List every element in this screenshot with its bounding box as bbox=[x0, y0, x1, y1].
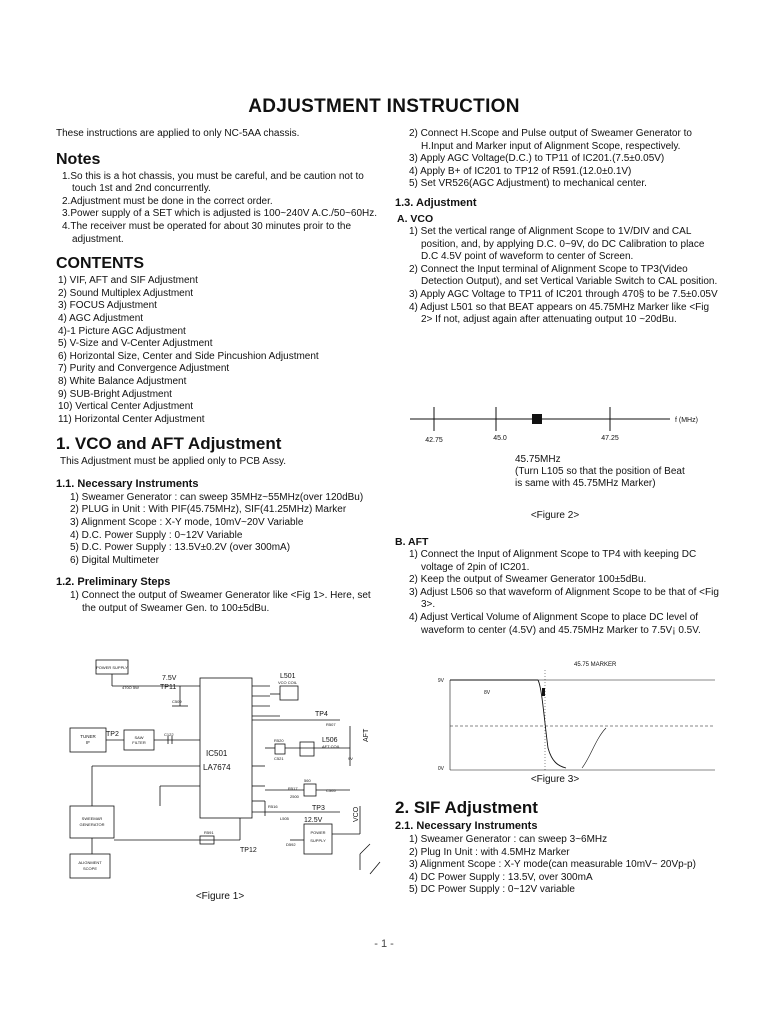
fig1-tp2-label: TP2 bbox=[106, 731, 119, 738]
fig1-r520-label: R520 bbox=[274, 738, 284, 743]
fig1-vco-label: VCO bbox=[353, 806, 360, 822]
fig1-saw-label: SAW bbox=[134, 735, 144, 740]
fig1-power-supply-label: POWER SUPPLY bbox=[96, 665, 128, 670]
contents-item: 3) FOCUS Adjustment bbox=[58, 300, 157, 312]
contents-item: 5) V-Size and V-Center Adjustment bbox=[58, 338, 213, 350]
section2-instrument-item: 5) DC Power Supply : 0~12V variable bbox=[409, 884, 575, 896]
aft-step: 3) Adjust L506 so that waveform of Alignment Scope to be that of <Fig 3>. bbox=[409, 586, 719, 611]
contents-item: 10) Vertical Center Adjustment bbox=[58, 401, 194, 413]
preliminary-heading: 1.2. Preliminary Steps bbox=[56, 576, 171, 589]
vco-steps bbox=[395, 226, 720, 327]
section2-instrument-item: 4) DC Power Supply : 13.5V, over 300mA bbox=[409, 871, 593, 883]
fig1-c521-label: C521 bbox=[274, 756, 284, 761]
fig1-tp11-label: TP11 bbox=[160, 684, 177, 691]
contents-item: 6) Horizontal Size, Center and Side Pincushion Adjustment bbox=[58, 350, 319, 362]
note-item: 1.So this is a hot chassis, you must be careful, and be caution not to touch 1st and 2nd concurrently. bbox=[62, 170, 364, 195]
vco-step: 1) Set the vertical range of Alignment Scope to 1V/DIV and CAL position, and, by applying D.C. 0~9V, do DC Calibration to place D.C 4.5V point of waveform to center of Screen. bbox=[409, 225, 705, 263]
fig3-9v-label: 9V bbox=[437, 678, 444, 684]
vco-step: 4) Adjust L501 so that BEAT appears on 45.75MHz Marker like <Fig 2> If not, adjust again after attenuating output 10 ~20dBu. bbox=[409, 301, 710, 326]
contents-heading: CONTENTS bbox=[56, 255, 144, 273]
figure1-caption: <Figure 1> bbox=[195, 891, 245, 902]
fig1-tp3-label: TP3 bbox=[312, 805, 325, 812]
instrument-item: 6) Digital Multimeter bbox=[70, 554, 159, 566]
fig1-aft-label: AFT bbox=[363, 728, 370, 742]
contents-item: 11) Horizontal Center Adjustment bbox=[58, 413, 205, 425]
fig1-supply-label: SUPPLY bbox=[310, 838, 326, 843]
fig1-la7674-label: LA7674 bbox=[203, 763, 231, 772]
section2-heading: 2. SIF Adjustment bbox=[395, 798, 538, 817]
contents-list bbox=[56, 275, 386, 426]
fig1-tuner-if-label: IF bbox=[86, 740, 90, 745]
notes-heading: Notes bbox=[56, 150, 101, 168]
fig1-scope-label: SCOPE bbox=[82, 866, 98, 871]
section2-instruments-list bbox=[395, 834, 720, 897]
vco-step: 3) Apply AGC Voltage to TP11 of IC201 through 470§ to be 7.5±0.05V bbox=[409, 288, 718, 300]
page-title: ADJUSTMENT INSTRUCTION bbox=[248, 96, 520, 117]
figure2-frequency-axis bbox=[400, 405, 720, 445]
aft-step: 1) Connect the Input of Alignment Scope to TP4 with keeping DC voltage of 2pin of IC201. bbox=[409, 549, 697, 573]
contents-item: 1) VIF, AFT and SIF Adjustment bbox=[58, 275, 198, 287]
vco-step: 2) Connect the Input terminal of Alignment Scope to TP3(Video Detection Output), and set Vertical Variable Switch to CAL position. bbox=[409, 263, 718, 288]
section1-note: This Adjustment must be applied only to PCB Assy. bbox=[60, 456, 287, 468]
note-item: 4.The receiver must be operated for about 30 minutes proir to the adjustment. bbox=[62, 220, 352, 245]
fig2-tick-label: 42.75 bbox=[425, 437, 443, 444]
section2-instruments-heading: 2.1. Necessary Instruments bbox=[395, 820, 538, 832]
fig1-aft-coil-label: AFT COIL bbox=[322, 744, 340, 749]
section2-instrument-item: 1) Sweamer Generator : can sweep 3~6MHz bbox=[409, 834, 608, 845]
contents-item: 2) Sound Multiplex Adjustment bbox=[58, 287, 194, 299]
instruments-heading: 1.1. Necessary Instruments bbox=[56, 477, 199, 490]
fig2-tick-label: 45.0 bbox=[493, 435, 507, 442]
page-number: - 1 - bbox=[374, 938, 394, 950]
aft-heading: B. AFT bbox=[395, 536, 429, 548]
fig1-r517-label: R517 bbox=[288, 786, 298, 791]
fig1-c509-label: C509 bbox=[172, 699, 182, 704]
fig1-7-5v-label: 7.5V bbox=[162, 675, 177, 682]
fig1-vco-coil-label: VCO COIL bbox=[278, 680, 298, 685]
fig1-l505-label: L505 bbox=[280, 816, 289, 821]
preliminary-item: 2) Connect H.Scope and Pulse output of Sweamer Generator to H.Input and Marker input of Alignment Scope, respectively. bbox=[409, 128, 692, 152]
fig1-filter-label: FILTER bbox=[132, 740, 146, 745]
note-item: 2.Adjustment must be done in the correct order. bbox=[62, 195, 273, 207]
fig3-0v-label: 0V bbox=[437, 766, 444, 772]
preliminary-list bbox=[56, 590, 386, 615]
fig1-c122-label: C122 bbox=[164, 732, 174, 737]
fig1-r470-label: 470O 5W bbox=[122, 685, 139, 690]
instrument-item: 3) Alignment Scope : X-Y mode, 10mV~20V Variable bbox=[70, 517, 304, 529]
section2-instrument-item: 3) Alignment Scope : X-Y mode(can measurable 10mV~ 20Vp-p) bbox=[409, 859, 696, 871]
aft-step: 2) Keep the output of Sweamer Generator 100±5dBu. bbox=[409, 574, 647, 586]
fig3-8v-label: 8V bbox=[484, 690, 491, 696]
instruments-list bbox=[56, 492, 386, 568]
note-item: 3.Power supply of a SET which is adjusted is 100~240V A.C./50~60Hz. bbox=[62, 208, 377, 220]
fig2-marker-label: 45.75MHz bbox=[515, 454, 561, 465]
instrument-item: 5) D.C. Power Supply : 13.5V±0.2V (over 300mA) bbox=[70, 542, 291, 554]
section2-instrument-item: 2) Plug In Unit : with 4.5MHz Marker bbox=[409, 846, 570, 858]
fig1-tp12-label: TP12 bbox=[240, 847, 257, 854]
contents-item: 7) Purity and Convergence Adjustment bbox=[58, 363, 230, 375]
fig1-tuner-label: TUNER bbox=[80, 734, 96, 739]
ic501-chip bbox=[200, 678, 252, 818]
instrument-item: 2) PLUG in Unit : With PIF(45.75MHz), SIF(41.25MHz) Marker bbox=[70, 504, 347, 516]
fig1-tp4-label: TP4 bbox=[315, 711, 328, 718]
fig1-r591-label: R591 bbox=[204, 830, 214, 835]
l501-coil bbox=[280, 686, 298, 700]
fig1-generator-label: GENERATOR bbox=[79, 822, 105, 827]
section2 bbox=[395, 790, 720, 897]
right-column bbox=[395, 128, 720, 327]
fig1-r507-label: R507 bbox=[326, 722, 336, 727]
intro-text: These instructions are applied to only NC-5AA chassis. bbox=[56, 128, 300, 139]
vco-heading: A. VCO bbox=[397, 212, 434, 225]
fig2-note-line1: (Turn L105 so that the position of Beat bbox=[515, 466, 685, 477]
adjustment-heading: 1.3. Adjustment bbox=[395, 196, 477, 209]
preliminary-continued-list bbox=[395, 128, 720, 191]
figure2-caption: <Figure 2> bbox=[530, 510, 580, 521]
aft-step: 4) Adjust Vertical Volume of Alignment Scope to place DC level of waveform to center (4.5V) and 45.75MHz Marker to 7.5V¡ 0.5V. bbox=[409, 611, 701, 636]
fig2-tick-label: 47.25 bbox=[601, 435, 619, 442]
fig1-l501-label: L501 bbox=[280, 673, 296, 680]
fig2-axis-unit: f (MHz) bbox=[675, 417, 698, 424]
preliminary-item: 5) Set VR526(AGC Adjustment) to mechanical center. bbox=[409, 178, 647, 190]
preliminary-item: 3) Apply AGC Voltage(D.C.) to TP11 of IC201.(7.5±0.05V) bbox=[409, 153, 665, 165]
figure3-waveform bbox=[430, 658, 720, 776]
fig1-power-label: POWER bbox=[310, 830, 326, 835]
fig1-c505-label: C505 bbox=[326, 788, 336, 793]
fig1-ic501-label: IC501 bbox=[206, 749, 228, 758]
contents-item: 4)-1 Picture AGC Adjustment bbox=[58, 325, 186, 337]
fig2-note-line2: is same with 45.75MHz Marker) bbox=[515, 478, 656, 489]
fig1-l506-label: L506 bbox=[322, 737, 338, 744]
aft-steps bbox=[395, 549, 720, 637]
beat-marker bbox=[532, 414, 542, 424]
contents-item: 9) SUB-Bright Adjustment bbox=[58, 388, 172, 400]
instrument-item: 4) D.C. Power Supply : 0~12V Variable bbox=[70, 529, 243, 541]
fig1-alignment-label: ALIGNMENT bbox=[78, 860, 102, 865]
contents-item: 8) White Balance Adjustment bbox=[58, 375, 187, 387]
contents-item: 4) AGC Adjustment bbox=[58, 312, 144, 324]
section1-heading: 1. VCO and AFT Adjustment bbox=[56, 434, 282, 454]
left-column bbox=[56, 128, 386, 616]
figure1-circuit-diagram bbox=[60, 656, 390, 886]
fig1-9v-label: 9V bbox=[348, 756, 353, 761]
instrument-item: 1) Sweamer Generator : can sweep 35MHz~55MHz(over 120dBu) bbox=[70, 491, 364, 503]
fig3-marker bbox=[542, 688, 545, 696]
fig1-sweamar-label: SWEEMAR bbox=[81, 816, 103, 821]
fig1-d592-label: D592 bbox=[286, 842, 296, 847]
fig1-560-label: 560 bbox=[304, 778, 311, 783]
aft-section bbox=[395, 533, 720, 637]
fig1-2500-label: 2500 bbox=[290, 794, 299, 799]
figure3-caption: <Figure 3> bbox=[530, 774, 580, 785]
fig3-marker-label: 45.75 MARKER bbox=[574, 662, 617, 668]
fig1-r516-label: R516 bbox=[268, 804, 278, 809]
preliminary-item: 1) Connect the output of Sweamer Generator like <Fig 1>. Here, set the output of Sweamer Gen. to 100±5dBu. bbox=[70, 590, 371, 615]
fig1-12-5v-label: 12.5V bbox=[304, 817, 323, 824]
preliminary-item: 4) Apply B+ of IC201 to TP12 of R591.(12.0±0.1V) bbox=[409, 165, 632, 177]
